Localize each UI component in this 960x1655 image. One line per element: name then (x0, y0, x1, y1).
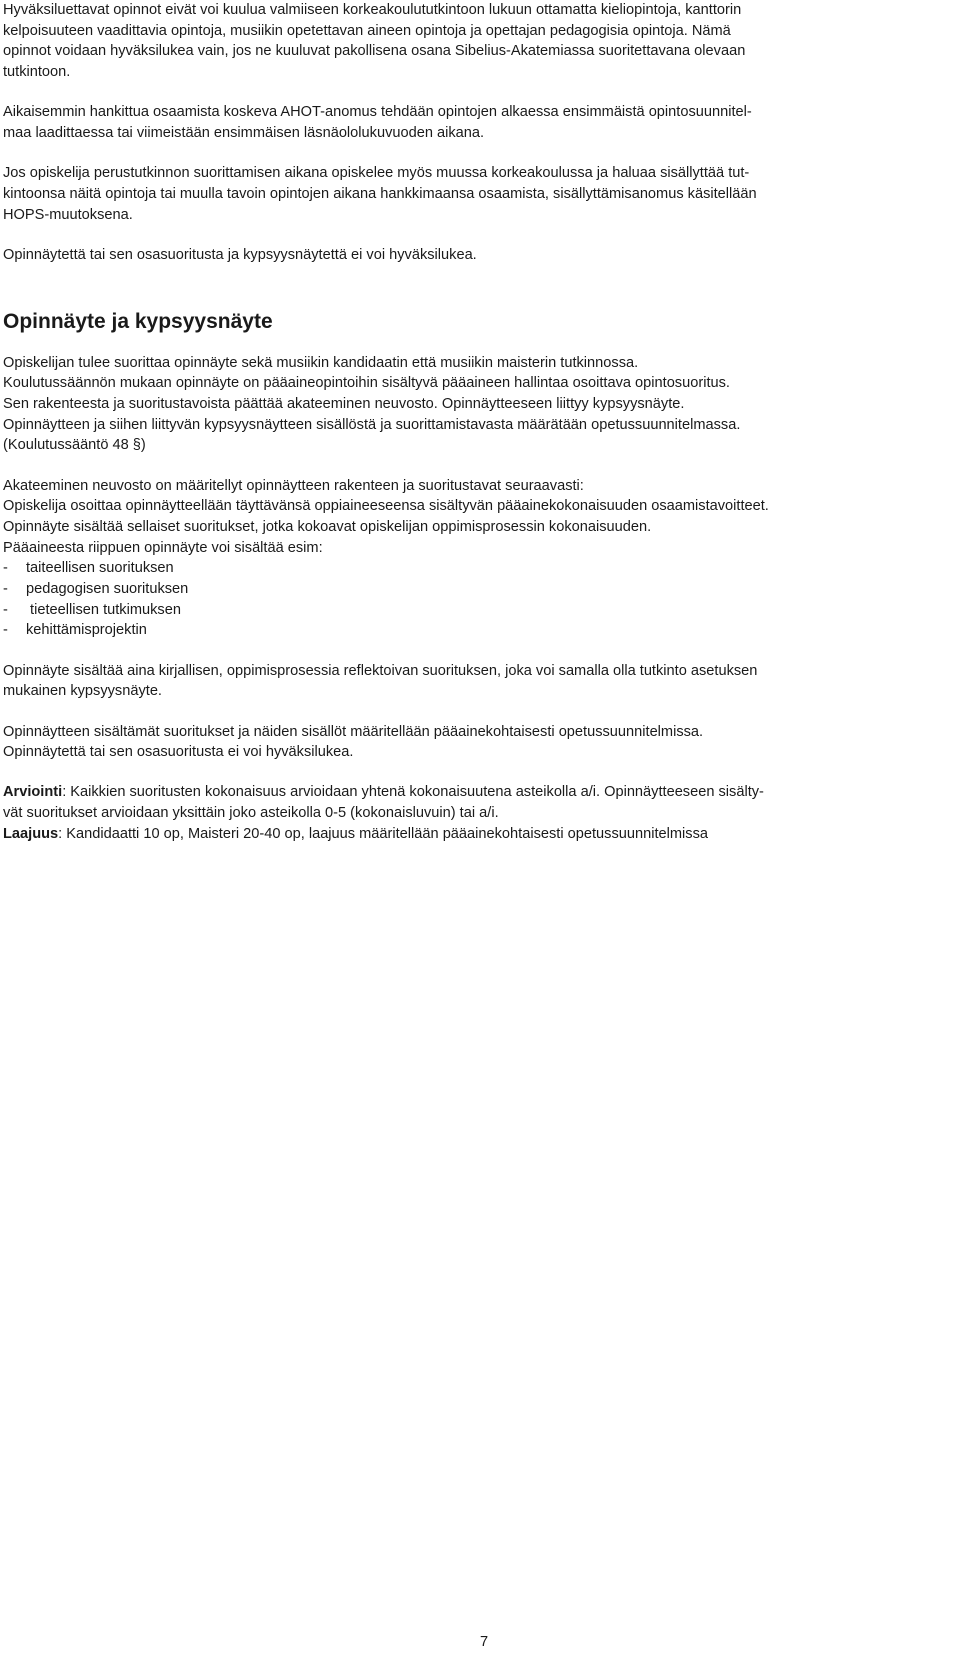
arviointi-line (3, 782, 955, 803)
text-line: opinnot voidaan hyväksilukea vain, jos ne kuuluvat pakollisena osana Sibelius-Akatemiassa suoritettavana olevaan (3, 43, 746, 60)
text-line: Sen rakenteesta ja suoritustavoista päättää akateeminen neuvosto. Opinnäytteeseen liittyy kypsyysnäyte. (3, 395, 685, 412)
paragraph-ahot-anomus (3, 102, 955, 143)
list-item-text: taiteellisen suorituksen (26, 560, 174, 577)
text-line: Aikaisemmin hankittua osaamista koskeva AHOT-anomus tehdään opintojen alkaessa ensimmäistä opintosuunnitel- (3, 104, 752, 121)
text-line: Opinnäytettä tai sen osasuoritusta ja kypsyysnäytettä ei voi hyväksilukea. (3, 246, 477, 263)
text-line: kelpoisuuteen vaadittavia opintoja, musiikin opetettavan aineen opintoja ja opettajan pedagogisia opintoja. Nämä (3, 22, 731, 39)
text-line: Opiskelijan tulee suorittaa opinnäyte sekä musiikin kandidaatin että musiikin maisterin tutkinnossa. (3, 354, 639, 371)
list-item-text: kehittämisprojektin (26, 622, 147, 639)
paragraph-hyvaksiluku-rajoitukset (3, 0, 955, 83)
text-line: Koulutussäännön mukaan opinnäyte on pääaineopintoihin sisältyvä pääaineen hallintaa osoittava opintosuoritus. (3, 375, 730, 392)
list-marker: - (3, 581, 8, 598)
list-item (3, 620, 955, 641)
text-line: Opinnäyte sisältää sellaiset suoritukset, jotka kokoavat opiskelijan oppimisprosessin kokonaisuuden. (3, 518, 652, 535)
paragraph-opinnayte-ei-hyvaksiluku (3, 245, 955, 266)
section-title: Opinnäyte ja kypsyysnäyte (3, 309, 273, 333)
laajuus-label: Laajuus (3, 825, 59, 842)
paragraph-rakenne-suoritustavat (3, 476, 955, 642)
paragraph-arviointi-laajuus (3, 782, 955, 844)
list-item (3, 600, 955, 621)
list-item (3, 558, 955, 579)
arviointi-text-continued: vät suoritukset arvioidaan yksittäin joko asteikolla 0-5 (kokonaisluvuin) tai a/i. (3, 805, 499, 822)
paragraph-kirjallinen-suoritus (3, 661, 955, 702)
arviointi-text: : Kaikkien suoritusten kokonaisuus arvioidaan yhtenä kokonaisuutena asteikolla a/i. Opinnäytteeseen sisälty- (62, 784, 764, 801)
page-number: 7 (479, 1634, 489, 1650)
text-line: Opiskelija osoittaa opinnäytteellään täyttävänsä oppiaineeseensa sisältyvän pääainekokonaisuuden osaamistavoitteet. (3, 498, 769, 515)
text-line: Opinnäytettä tai sen osasuoritusta ei voi hyväksilukea. (3, 744, 354, 761)
text-line: Pääaineesta riippuen opinnäyte voi sisältää esim: (3, 539, 323, 556)
text-line: tutkintoon. (3, 64, 71, 81)
list-marker: - (3, 622, 8, 639)
text-line: HOPS-muutoksena. (3, 206, 133, 223)
text-line: Jos opiskelija perustutkinnon suorittamisen aikana opiskelee myös muussa korkeakoulussa ja haluaa sisällyttää tut- (3, 165, 750, 182)
list-marker: - (3, 601, 8, 618)
text-line: Opinnäytteen ja siihen liittyvän kypsyysnäytteen sisällöstä ja suorittamistavasta määrätään opetussuunnitelmassa. (3, 416, 741, 433)
paragraph-paaainekohtaiset-suoritukset (3, 722, 955, 763)
laajuus-line (3, 824, 955, 845)
laajuus-text: : Kandidaatti 10 op, Maisteri 20-40 op, laajuus määritellään pääainekohtaisesti opetussuunnitelmissa (58, 825, 708, 842)
text-line: Opinnäyte sisältää aina kirjallisen, oppimisprosessia reflektoivan suorituksen, joka voi samalla olla tutkinto asetuksen (3, 662, 758, 679)
text-line: (Koulutussääntö 48 §) (3, 437, 146, 454)
paragraph-sisallyttaminen (3, 163, 955, 225)
list-item (3, 579, 955, 600)
list-marker: - (3, 560, 8, 577)
list-item-text: pedagogisen suorituksen (26, 581, 189, 598)
text-line: Akateeminen neuvosto on määritellyt opinnäytteen rakenteen ja suoritustavat seuraavasti: (3, 477, 584, 494)
list-item-text: tieteellisen tutkimuksen (26, 601, 181, 618)
text-line: Opinnäytteen sisältämät suoritukset ja näiden sisällöt määritellään pääainekohtaisesti opetussuunnitelmissa. (3, 723, 704, 740)
paragraph-opinnayte-maaritelma (3, 353, 955, 457)
text-line: maa laadittaessa tai viimeistään ensimmäisen läsnäololukuvuoden aikana. (3, 125, 485, 142)
text-line: mukainen kypsyysnäyte. (3, 683, 162, 700)
document-page (3, 0, 955, 845)
arviointi-label: Arviointi (3, 784, 63, 801)
text-line: kintoonsa näitä opintoja tai muulla tavoin opintojen aikana hankkimaansa osaamista, sisällyttämisanomus käsitellään (3, 185, 757, 202)
text-line: Hyväksiluettavat opinnot eivät voi kuulua valmiiseen korkeakoulututkintoon lukuun ottamatta kieliopintoja, kanttorin (3, 2, 742, 18)
